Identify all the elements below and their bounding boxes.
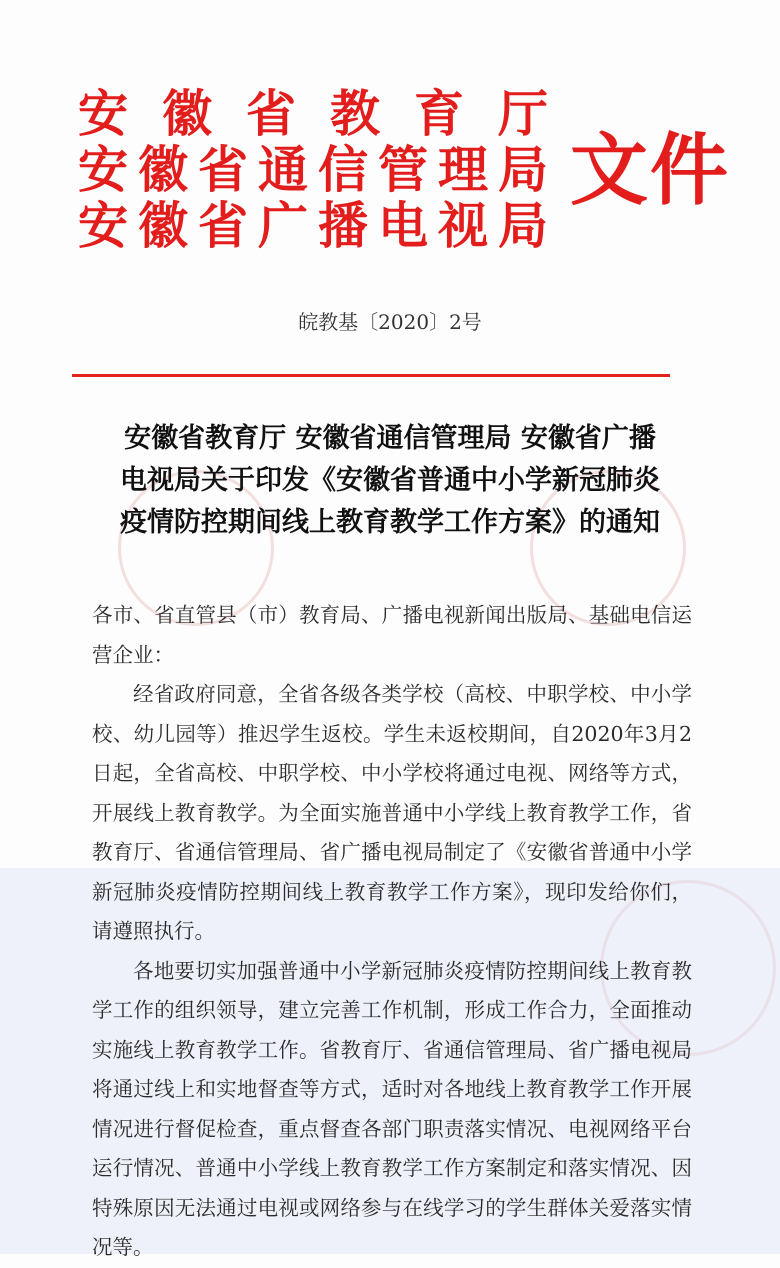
agency-1-char: 育 [414, 84, 464, 143]
agency-line-1 [78, 84, 548, 143]
agency-3-char: 电 [378, 196, 428, 255]
agency-2-char: 信 [318, 140, 368, 199]
agency-2-char: 理 [438, 140, 488, 199]
addressee: 各市、省直管县（市）教育局、广播电视新闻出版局、基础电信运营企业： [92, 603, 692, 667]
body-paragraph-1: 经省政府同意，全省各级各类学校（高校、中职学校、中小学校、幼儿园等）推迟学生返校。学生未返校期间，自2020年3月2日起，全省高校、中职学校、中小学校将通过电视、网络等方式，开展线上教育教学。为全面实施普通中小学线上教育教学工作，省教育厅、省通信管理局、省广播电视局制定了《安徽省普通中小学新冠肺炎疫情防控期间线上教育教学工作方案》，现印发给你们，请遵照执行。 [92, 682, 692, 943]
document-number: 皖教基〔2020〕2号 [298, 310, 482, 334]
agency-3-char: 徽 [138, 196, 188, 255]
agency-1-char: 安 [78, 84, 128, 143]
agency-line-2 [78, 140, 548, 199]
title-line-1: 安徽省教育厅 安徽省通信管理局 安徽省广播 [124, 423, 656, 454]
agency-2-char: 安 [78, 140, 128, 199]
agency-3-char: 省 [198, 196, 248, 255]
agency-3-char: 广 [258, 196, 308, 255]
agency-3-char: 播 [318, 196, 368, 255]
agency-line-3 [78, 196, 548, 255]
issuing-agencies-header [78, 84, 738, 258]
agency-2-char: 局 [498, 140, 548, 199]
title-line-2: 电视局关于印发《安徽省普通中小学新冠肺炎 [120, 465, 660, 496]
agency-3-char: 局 [498, 196, 548, 255]
document-title [90, 418, 690, 544]
agency-3-char: 视 [438, 196, 488, 255]
red-separator-rule [72, 374, 670, 377]
agency-2-char: 通 [258, 140, 308, 199]
agency-2-char: 省 [198, 140, 248, 199]
body-paragraph-2: 各地要切实加强普通中小学新冠肺炎疫情防控期间线上教育教学工作的组织领导，建立完善工作机制，形成工作合力，全面推动实施线上教育教学工作。省教育厅、省通信管理局、省广播电视局将通过线上和实地督查等方式，适时对各地线上教育教学工作开展情况进行督促检查，重点督查各部门职责落实情况、电视网络平台运行情况、普通中小学线上教育教学工作方案制定和落实情况、因特殊原因无法通过电视或网络参与在线学习的学生群体关爱落实情况等。 [92, 958, 692, 1259]
agency-2-char: 管 [378, 140, 428, 199]
document-word: 文件 [570, 125, 731, 216]
title-line-3: 疫情防控期间线上教育教学工作方案》的通知 [120, 507, 660, 538]
agency-2-char: 徽 [138, 140, 188, 199]
agency-1-char: 教 [330, 84, 380, 143]
agency-3-char: 安 [78, 196, 128, 255]
agency-1-char: 省 [246, 84, 296, 143]
agency-1-char: 徽 [162, 84, 212, 143]
agency-1-char: 厅 [498, 84, 548, 143]
document-body [92, 596, 692, 1268]
